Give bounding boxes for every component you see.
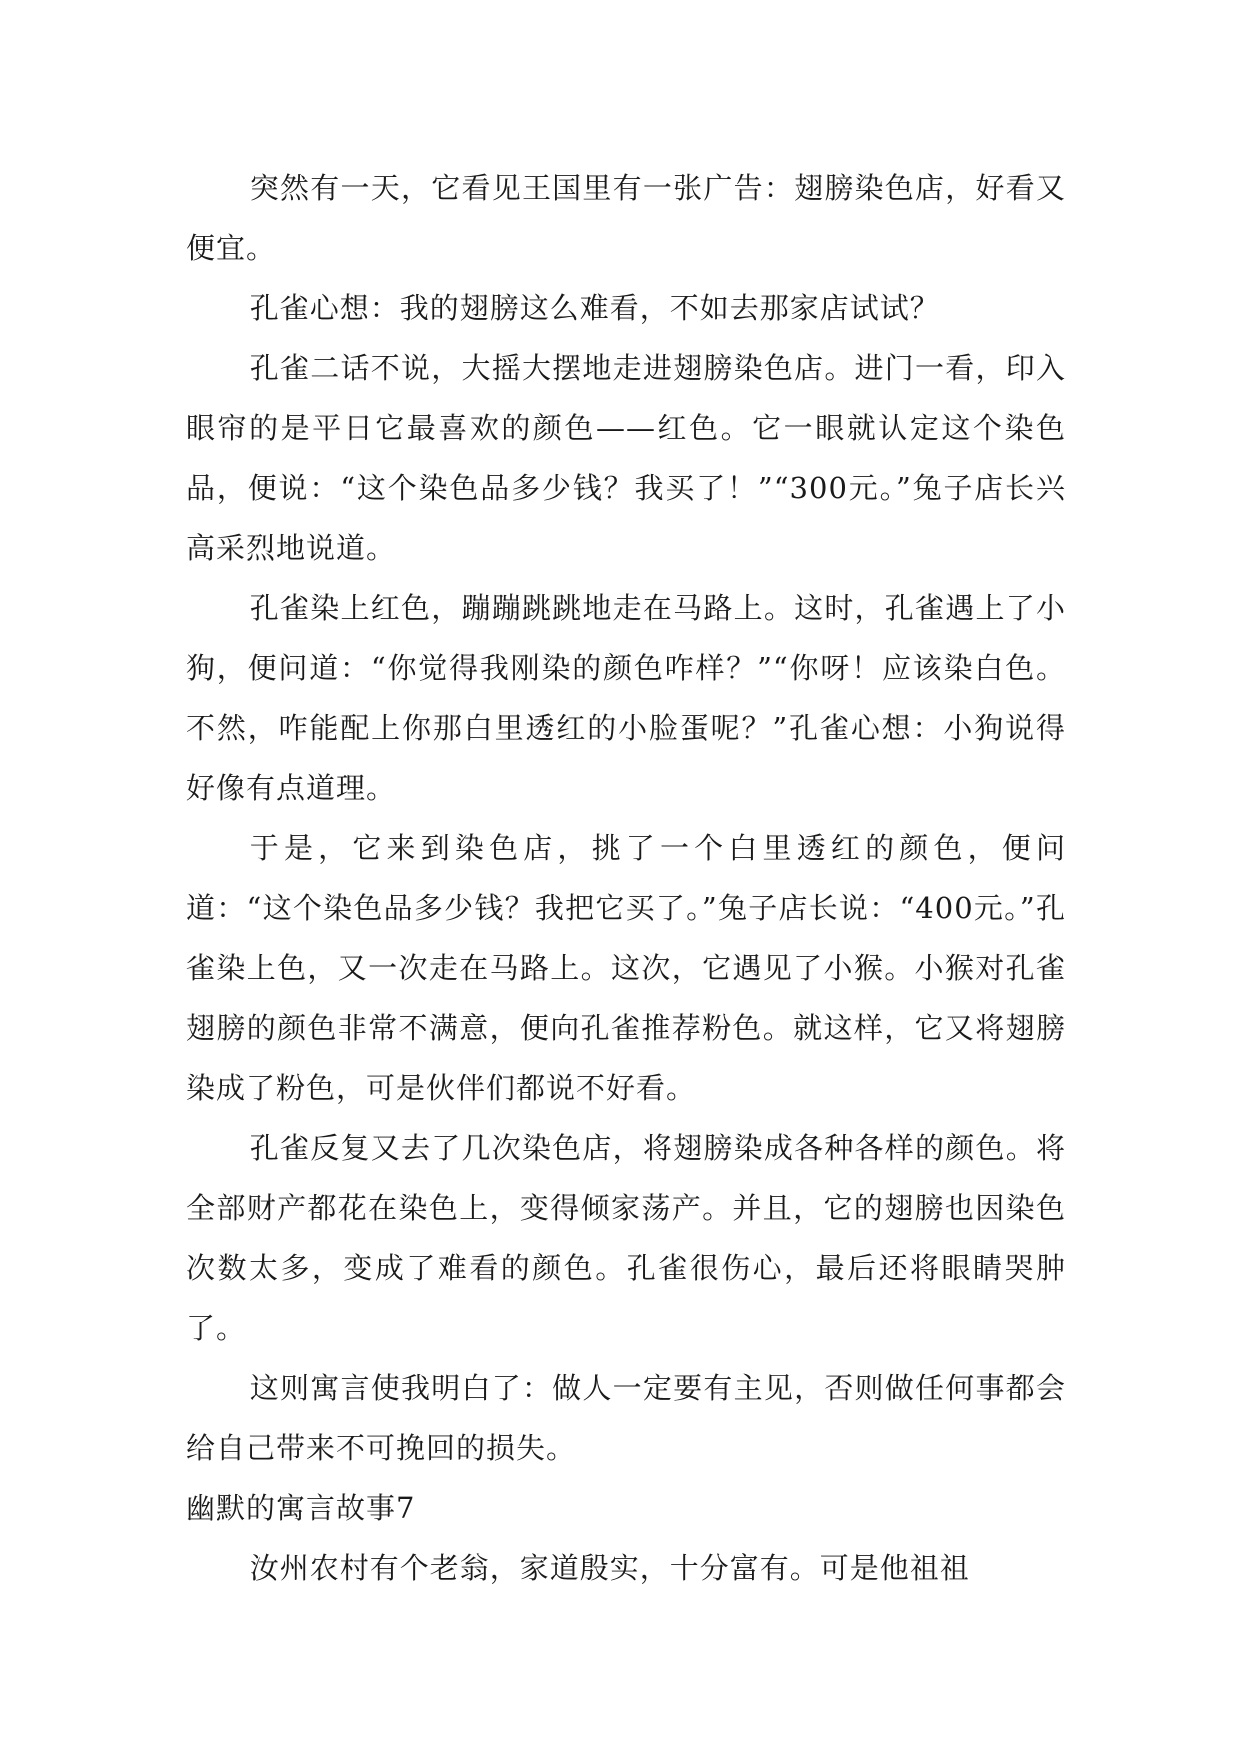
paragraph: 汝州农村有个老翁，家道殷实，十分富有。可是他祖祖 (249, 1551, 970, 1585)
paragraph: 孔雀二话不说，大摇大摆地走进翅膀染色店。进门一看，印入眼帘的是平日它最喜欢的颜色——红色。它一眼就认定这个染色品，便说：“这个染色品多少钱？我买了！”“300元。”兔子店长兴高采烈地说道。 (186, 351, 1066, 565)
paragraph: 孔雀染上红色，蹦蹦跳跳地走在马路上。这时，孔雀遇上了小狗，便问道：“你觉得我刚染的颜色咋样？”“你呀！应该染白色。不然，咋能配上你那白里透红的小脸蛋呢？”孔雀心想：小狗说得好像有点道理。 (186, 591, 1066, 805)
paragraph: 于是，它来到染色店，挑了一个白里透红的颜色，便问道：“这个染色品多少钱？我把它买了。”兔子店长说：“400元。”孔雀染上色，又一次走在马路上。这次，它遇见了小猴。小猴对孔雀翅膀的颜色非常不满意，便向孔雀推荐粉色。就这样，它又将翅膀染成了粉色，可是伙伴们都说不好看。 (186, 831, 1066, 1105)
paragraph: 这则寓言使我明白了：做人一定要有主见，否则做任何事都会给自己带来不可挽回的损失。 (186, 1371, 1066, 1465)
section-title: 幽默的寓言故事7 (186, 1491, 416, 1525)
paragraph: 突然有一天，它看见王国里有一张广告：翅膀染色店，好看又便宜。 (186, 171, 1066, 265)
document-body (186, 158, 1066, 1598)
paragraph: 孔雀心想：我的翅膀这么难看，不如去那家店试试？ (249, 291, 940, 325)
paragraph: 孔雀反复又去了几次染色店，将翅膀染成各种各样的颜色。将全部财产都花在染色上，变得倾家荡产。并且，它的翅膀也因染色次数太多，变成了难看的颜色。孔雀很伤心，最后还将眼睛哭肿了。 (186, 1131, 1066, 1345)
